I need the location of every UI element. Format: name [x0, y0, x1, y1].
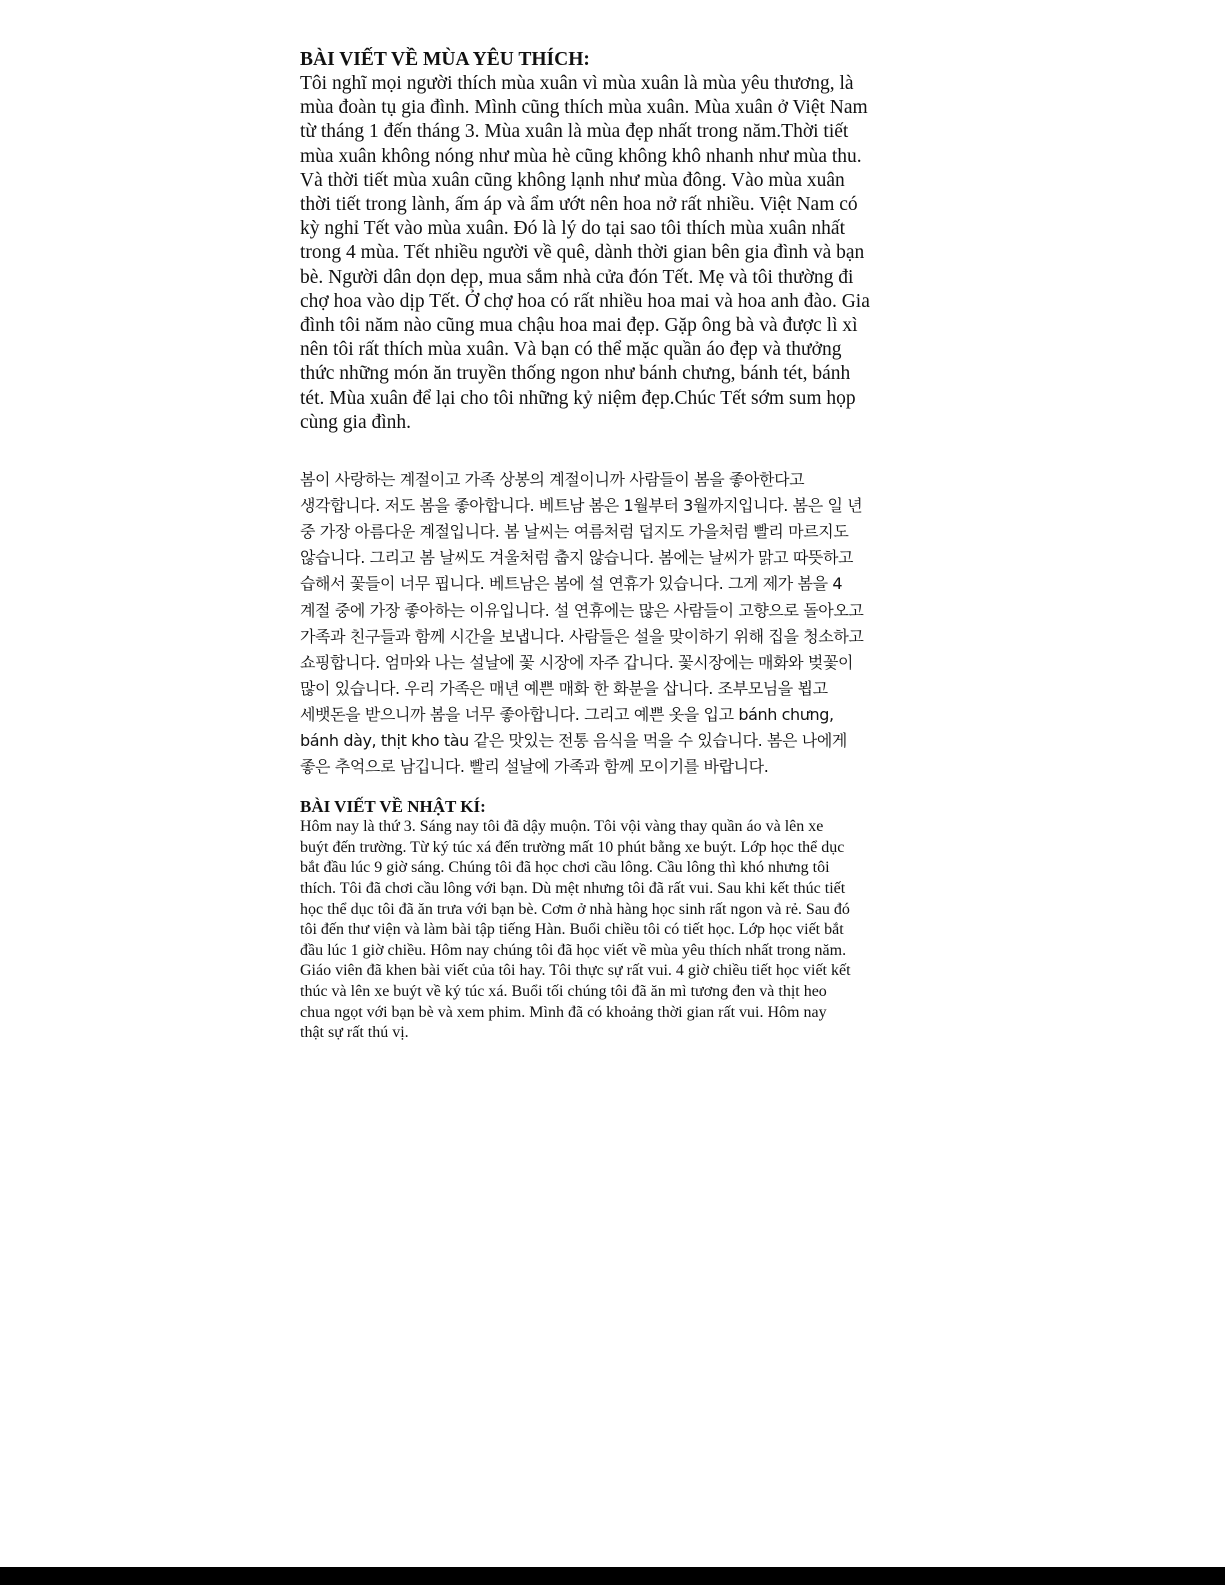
text-line: 좋은 추억으로 남깁니다. 빨리 설날에 가족과 함께 모이기를 바랍니다.	[300, 757, 769, 777]
favorite-season-paragraph-korean	[300, 467, 925, 780]
text-line: 많이 있습니다. 우리 가족은 매년 예쁜 매화 한 화분을 삽니다. 조부모님을 뵙고	[300, 678, 828, 698]
text-line: tét. Mùa xuân để lại cho tôi những kỷ niệm đẹp.Chúc Tết sớm sum họp	[300, 387, 856, 409]
text-line: buýt đến trường. Từ ký túc xá đến trường mất 10 phút bằng xe buýt. Lớp học thể dục	[300, 838, 845, 856]
text-line: đầu lúc 1 giờ chiều. Hôm nay chúng tôi đã học viết về mùa yêu thích nhất trong năm.	[300, 941, 847, 959]
text-line: chua ngọt với bạn bè và xem phim. Mình đã có khoảng thời gian rất vui. Hôm nay	[300, 1003, 827, 1021]
diary-paragraph	[300, 817, 925, 1044]
favorite-season-paragraph-vietnamese	[300, 72, 925, 435]
text-line: 세뱃돈을 받으니까 봄을 너무 좋아합니다. 그리고 예쁜 옷을 입고 bánh chưng,	[300, 704, 834, 724]
text-line: 봄이 사랑하는 계절이고 가족 상봉의 계절이니까 사람들이 봄을 좋아한다고	[300, 470, 805, 490]
favorite-season-heading: BÀI VIẾT VỀ MÙA YÊU THÍCH:	[300, 49, 590, 70]
text-line: thật sự rất thú vị.	[300, 1024, 409, 1042]
text-line: đình tôi năm nào cũng mua chậu hoa mai đẹp. Gặp ông bà và được lì xì	[300, 315, 858, 337]
text-line: nên tôi rất thích mùa xuân. Và bạn có thể mặc quần áo đẹp và thưởng	[300, 339, 842, 361]
text-line: 않습니다. 그리고 봄 날씨도 겨울처럼 춥지 않습니다. 봄에는 날씨가 맑고 따뜻하고	[300, 548, 854, 568]
text-line: bè. Người dân dọn dẹp, mua sắm nhà cửa đón Tết. Mẹ và tôi thường đi	[300, 266, 854, 288]
text-line: 생각합니다. 저도 봄을 좋아합니다. 베트남 봄은 1월부터 3월까지입니다. 봄은 일 년	[300, 496, 863, 516]
text-line: thời tiết trong lành, ấm áp và ẩm ướt nên hoa nở rất nhiều. Việt Nam có	[300, 194, 858, 216]
text-line: 중 가장 아름다운 계절입니다. 봄 날씨는 여름처럼 덥지도 가을처럼 빨리 마르지도	[300, 522, 849, 542]
text-line: Hôm nay là thứ 3. Sáng nay tôi đã dậy muộn. Tôi vội vàng thay quần áo và lên xe	[300, 818, 824, 836]
document-content	[300, 48, 925, 1044]
text-line: mùa xuân không nóng như mùa hè cũng không khô nhanh như mùa thu.	[300, 145, 862, 167]
text-line: 가족과 친구들과 함께 시간을 보냅니다. 사람들은 설을 맞이하기 위해 집을 청소하고	[300, 626, 864, 646]
text-line: thúc và lên xe buýt về ký túc xá. Buổi tối chúng tôi đã ăn mì tương đen và thịt heo	[300, 982, 827, 1000]
text-line: bánh dày, thịt kho tàu 같은 맛있는 전통 음식을 먹을 수 있습니다. 봄은 나에게	[300, 730, 847, 750]
text-line: thích. Tôi đã chơi cầu lông với bạn. Dù mệt nhưng tôi đã rất vui. Sau khi kết thúc tiết	[300, 879, 846, 897]
text-line: tôi đến thư viện và làm bài tập tiếng Hàn. Buổi chiều tôi có tiết học. Lớp học viết bắt	[300, 921, 844, 939]
text-line: mùa đoàn tụ gia đình. Mình cũng thích mùa xuân. Mùa xuân ở Việt Nam	[300, 97, 868, 119]
text-line: cùng gia đình.	[300, 411, 412, 433]
text-line: chợ hoa vào dịp Tết. Ở chợ hoa có rất nhiều hoa mai và hoa anh đào. Gia	[300, 290, 870, 312]
diary-heading: BÀI VIẾT VỀ NHẬT KÍ:	[300, 797, 486, 817]
page-bottom-border	[0, 1567, 1225, 1585]
text-line: thức những món ăn truyền thống ngon như bánh chưng, bánh tét, bánh	[300, 363, 851, 385]
text-line: Tôi nghĩ mọi người thích mùa xuân vì mùa xuân là mùa yêu thương, là	[300, 73, 854, 94]
text-line: trong 4 mùa. Tết nhiều người về quê, dành thời gian bên gia đình và bạn	[300, 242, 865, 264]
text-line: từ tháng 1 đến tháng 3. Mùa xuân là mùa đẹp nhất trong năm.Thời tiết	[300, 121, 849, 143]
text-line: học thể dục tôi đã ăn trưa với bạn bè. Cơm ở nhà hàng học sinh rất ngon và rẻ. Sau đó	[300, 900, 850, 918]
text-line: 습해서 꽃들이 너무 핍니다. 베트남은 봄에 설 연휴가 있습니다. 그게 제가 봄을 4	[300, 574, 843, 594]
text-line: Và thời tiết mùa xuân cũng không lạnh như mùa đông. Vào mùa xuân	[300, 169, 845, 191]
text-line: 계절 중에 가장 좋아하는 이유입니다. 설 연휴에는 많은 사람들이 고향으로 돌아오고	[300, 600, 864, 620]
text-line: kỳ nghỉ Tết vào mùa xuân. Đó là lý do tại sao tôi thích mùa xuân nhất	[300, 218, 845, 240]
text-line: Giáo viên đã khen bài viết của tôi hay. Tôi thực sự rất vui. 4 giờ chiều tiết học viết kết	[300, 962, 851, 980]
text-line: 쇼핑합니다. 엄마와 나는 설날에 꽃 시장에 자주 갑니다. 꽃시장에는 매화와 벚꽃이	[300, 652, 854, 672]
text-line: bắt đầu lúc 9 giờ sáng. Chúng tôi đã học chơi cầu lông. Cầu lông thì khó nhưng tôi	[300, 859, 830, 877]
